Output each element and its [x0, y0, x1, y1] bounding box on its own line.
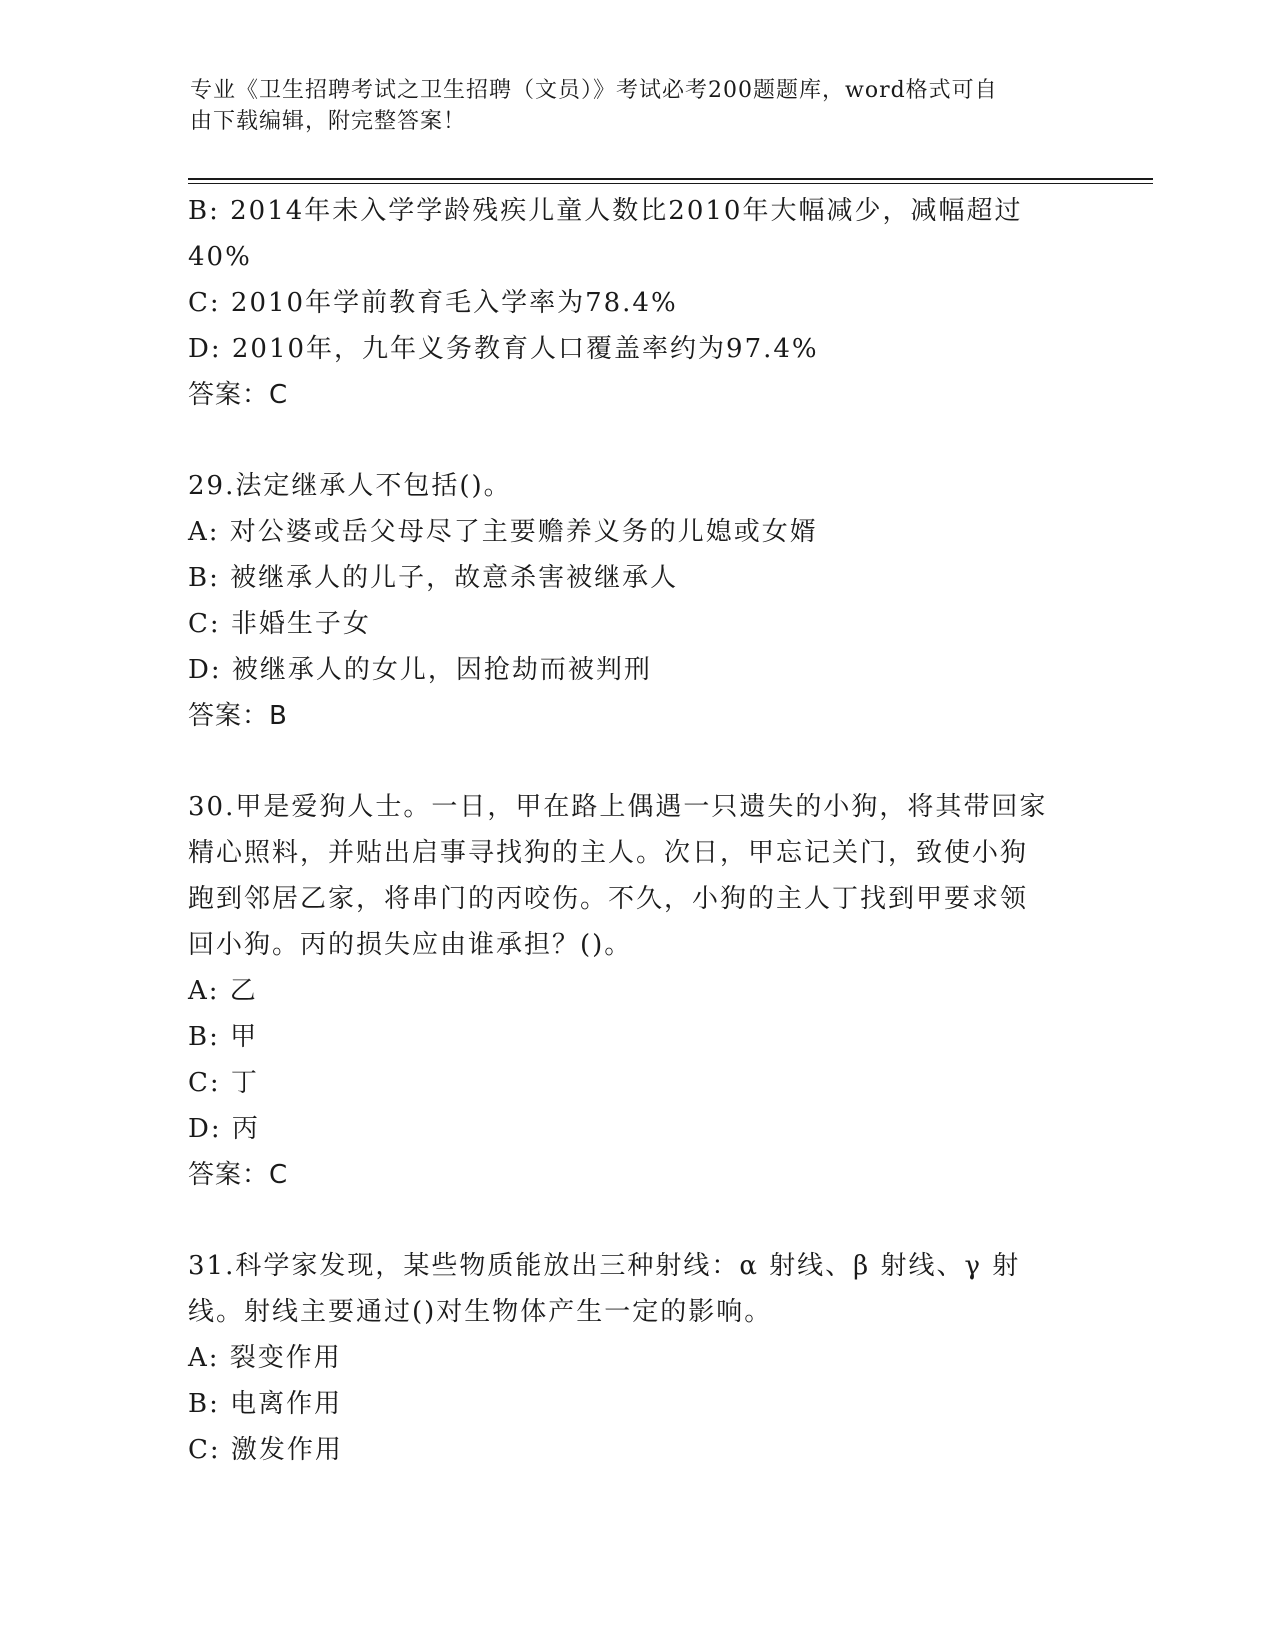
- q30-answer: 答案：C: [188, 1160, 289, 1190]
- q31-option-b: B: 电离作用: [188, 1389, 343, 1419]
- spacer: [188, 1198, 1088, 1243]
- q29-option-a: A: 对公婆或岳父母尽了主要赡养义务的儿媳或女婿: [188, 517, 818, 547]
- q30-stem-line-3: 跑到邻居乙家，将串门的丙咬伤。不久，小狗的主人丁找到甲要求领: [188, 884, 1029, 914]
- q28-option-b-line-2: 40%: [188, 242, 252, 272]
- question-29-block: [188, 463, 1088, 739]
- q29-option-c: C: 非婚生子女: [188, 609, 371, 639]
- header-line-2: 由下载编辑，附完整答案！: [190, 109, 467, 134]
- header-divider-thick: [188, 178, 1153, 180]
- q30-stem-line-4: 回小狗。丙的损失应由谁承担？()。: [188, 930, 633, 960]
- header-line-1: 专业《卫生招聘考试之卫生招聘（文员）》考试必考200题题库，word格式可自: [190, 78, 998, 103]
- q31-option-a: A: 裂变作用: [188, 1343, 342, 1373]
- q31-option-c: C: 激发作用: [188, 1435, 343, 1465]
- q28-option-c: C: 2010年学前教育毛入学率为78.4%: [188, 288, 678, 318]
- q28-answer: 答案：C: [188, 380, 289, 410]
- q31-stem-line-1: 31.科学家发现，某些物质能放出三种射线：α 射线、β 射线、γ 射: [188, 1251, 1021, 1281]
- q31-stem-line-2: 线。射线主要通过()对生物体产生一定的影响。: [188, 1297, 773, 1327]
- q30-option-d: D: 丙: [188, 1114, 260, 1144]
- question-30-block: [188, 784, 1088, 1198]
- question-content: [188, 188, 1088, 1473]
- question-28-block: [188, 188, 1088, 418]
- q30-stem-line-1: 30.甲是爱狗人士。一日，甲在路上偶遇一只遗失的小狗，将其带回家: [188, 792, 1048, 822]
- page-header: [190, 75, 1070, 137]
- q30-option-b: B: 甲: [188, 1022, 259, 1052]
- q29-option-d: D: 被继承人的女儿，因抢劫而被判刑: [188, 655, 652, 685]
- q30-stem-line-2: 精心照料，并贴出启事寻找狗的主人。次日，甲忘记关门，致使小狗: [188, 838, 1029, 868]
- q28-option-d: D: 2010年，九年义务教育人口覆盖率约为97.4%: [188, 334, 819, 364]
- q30-option-a: A: 乙: [188, 976, 258, 1006]
- header-divider-thin: [188, 183, 1153, 184]
- q30-option-c: C: 丁: [188, 1068, 259, 1098]
- q29-option-b: B: 被继承人的儿子，故意杀害被继承人: [188, 563, 679, 593]
- q29-stem: 29.法定继承人不包括()。: [188, 471, 512, 501]
- q28-option-b-line-1: B: 2014年未入学学龄残疾儿童人数比2010年大幅减少，减幅超过: [188, 196, 1023, 226]
- question-31-block: [188, 1243, 1088, 1473]
- q29-answer: 答案：B: [188, 701, 288, 731]
- spacer: [188, 739, 1088, 784]
- spacer: [188, 418, 1088, 463]
